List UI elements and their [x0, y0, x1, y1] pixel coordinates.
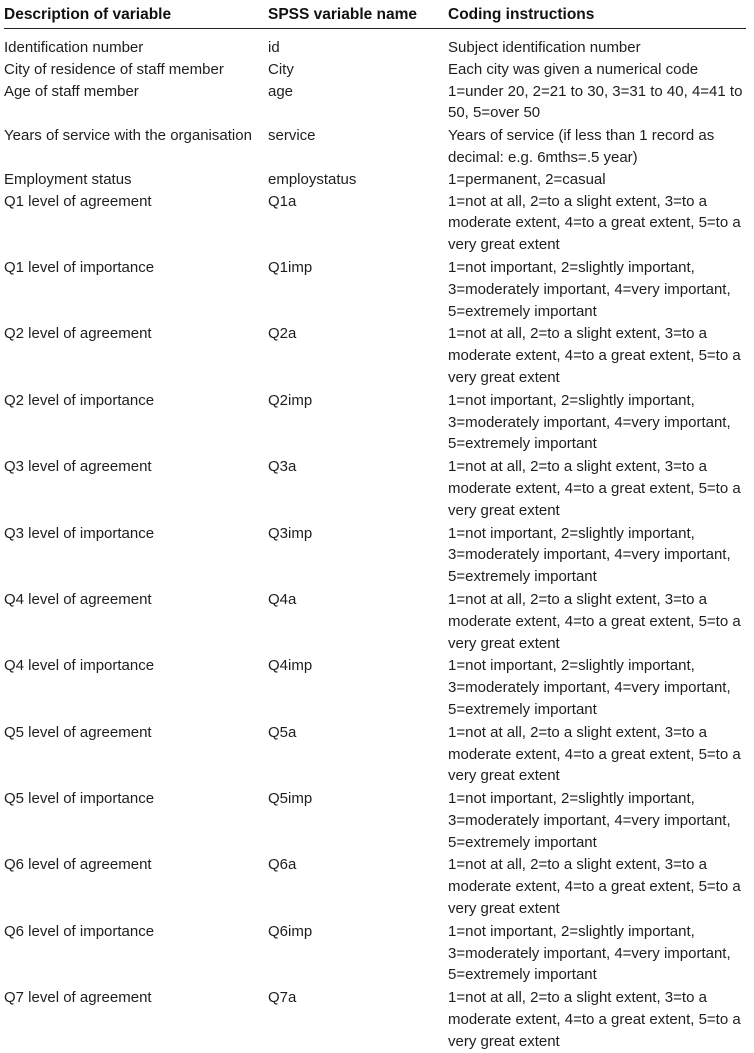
table-row: [4, 721, 746, 787]
cell-description: Years of service with the organisation: [4, 127, 252, 145]
cell-description: Q2 level of importance: [4, 391, 155, 409]
cell-coding: 1=not at all, 2=to a slight extent, 3=to a moderate extent, 4=to a great extent, 5=to a very great extent: [448, 192, 741, 254]
cell-description: Age of staff member: [4, 82, 139, 100]
cell-description: Q1 level of importance: [4, 258, 155, 276]
table-row: [4, 588, 746, 654]
cell-description: Q3 level of importance: [4, 524, 155, 542]
cell-coding: 1=not at all, 2=to a slight extent, 3=to a moderate extent, 4=to a great extent, 5=to a very great extent: [448, 325, 741, 386]
table-row: [4, 256, 746, 322]
table-header: [4, 6, 746, 29]
cell-spss-name: Q3imp: [268, 524, 313, 542]
cell-coding: 1=not important, 2=slightly important, 3=moderately important, 4=very important, 5=extremely important: [448, 391, 731, 453]
cell-coding: 1=not at all, 2=to a slight extent, 3=to a moderate extent, 4=to a great extent, 5=to a very great extent: [448, 723, 741, 785]
table-row: [4, 654, 746, 720]
cell-spss-name: Q4imp: [268, 657, 313, 675]
table-row: [4, 853, 746, 919]
cell-spss-name: Q4a: [268, 590, 297, 608]
header-description: Description of variable: [4, 6, 268, 29]
cell-spss-name: Q6a: [268, 856, 297, 874]
cell-coding: 1=not at all, 2=to a slight extent, 3=to a moderate extent, 4=to a great extent, 5=to a very great extent: [448, 458, 741, 519]
cell-coding: 1=not important, 2=slightly important, 3=moderately important, 4=very important, 5=extremely important: [448, 790, 731, 851]
table-row: [4, 455, 746, 521]
cell-coding: 1=permanent, 2=casual: [448, 170, 606, 188]
header-row: [4, 6, 746, 29]
table-row: [4, 322, 746, 388]
cell-description: Q3 level of agreement: [4, 458, 152, 476]
cell-description: Q6 level of agreement: [4, 856, 152, 874]
cell-spss-name: Q5imp: [268, 790, 313, 808]
cell-coding: 1=not important, 2=slightly important, 3=moderately important, 4=very important, 5=extremely important: [448, 657, 731, 718]
cell-description: Q7 level of agreement: [4, 989, 152, 1007]
table-row: [4, 124, 746, 169]
cell-description: Q4 level of importance: [4, 657, 155, 675]
cell-spss-name: service: [268, 127, 316, 145]
cell-coding: 1=not at all, 2=to a slight extent, 3=to a moderate extent, 4=to a great extent, 5=to a very great extent: [448, 590, 741, 652]
header-coding-instructions: Coding instructions: [448, 6, 746, 29]
cell-description: Identification number: [4, 39, 144, 56]
table-row: [4, 986, 746, 1052]
header-spss-variable-name: SPSS variable name: [268, 6, 448, 29]
cell-coding: 1=not at all, 2=to a slight extent, 3=to a moderate extent, 4=to a great extent, 5=to a very great extent: [448, 856, 741, 918]
cell-description: City of residence of staff member: [4, 60, 224, 78]
cell-spss-name: id: [268, 39, 280, 56]
table-row: [4, 29, 746, 59]
cell-coding: Subject identification number: [448, 39, 641, 56]
cell-coding: 1=not important, 2=slightly important, 3=moderately important, 4=very important, 5=extremely important: [448, 258, 731, 320]
cell-coding: 1=not important, 2=slightly important, 3=moderately important, 4=very important, 5=extremely important: [448, 524, 731, 586]
cell-spss-name: Q7a: [268, 989, 297, 1007]
cell-spss-name: Q6imp: [268, 922, 313, 940]
table-row: [4, 81, 746, 125]
cell-coding: 1=under 20, 2=21 to 30, 3=31 to 40, 4=41 to 50, 5=over 50: [448, 82, 743, 122]
cell-spss-name: Q2imp: [268, 391, 313, 409]
table-row: [4, 522, 746, 588]
cell-spss-name: Q1a: [268, 192, 297, 210]
cell-description: Q1 level of agreement: [4, 192, 152, 210]
cell-spss-name: Q2a: [268, 325, 297, 343]
table-row: [4, 191, 746, 256]
table-row: [4, 920, 746, 986]
cell-spss-name: Q5a: [268, 723, 297, 741]
cell-description: Q5 level of agreement: [4, 723, 152, 741]
cell-description: Employment status: [4, 170, 132, 188]
cell-coding: Each city was given a numerical code: [448, 60, 699, 78]
cell-coding: 1=not at all, 2=to a slight extent, 3=to a moderate extent, 4=to a great extent, 5=to a very great extent: [448, 989, 741, 1050]
cell-coding: 1=not important, 2=slightly important, 3=moderately important, 4=very important, 5=extremely important: [448, 922, 731, 984]
cell-description: Q6 level of importance: [4, 922, 155, 940]
table-row: [4, 389, 746, 455]
cell-description: Q5 level of importance: [4, 790, 155, 808]
table-row: [4, 169, 746, 191]
cell-spss-name: employstatus: [268, 170, 357, 188]
table-row: [4, 59, 746, 81]
table-body: [4, 29, 746, 1053]
cell-spss-name: Q1imp: [268, 258, 313, 276]
table-row: [4, 787, 746, 853]
cell-coding: Years of service (if less than 1 record as decimal: e.g. 6mths=.5 year): [448, 127, 715, 166]
cell-description: Q2 level of agreement: [4, 325, 152, 343]
cell-description: Q4 level of agreement: [4, 590, 152, 608]
cell-spss-name: Q3a: [268, 458, 297, 476]
codebook-table: [4, 6, 746, 1053]
cell-spss-name: age: [268, 82, 294, 100]
cell-spss-name: City: [268, 60, 294, 78]
